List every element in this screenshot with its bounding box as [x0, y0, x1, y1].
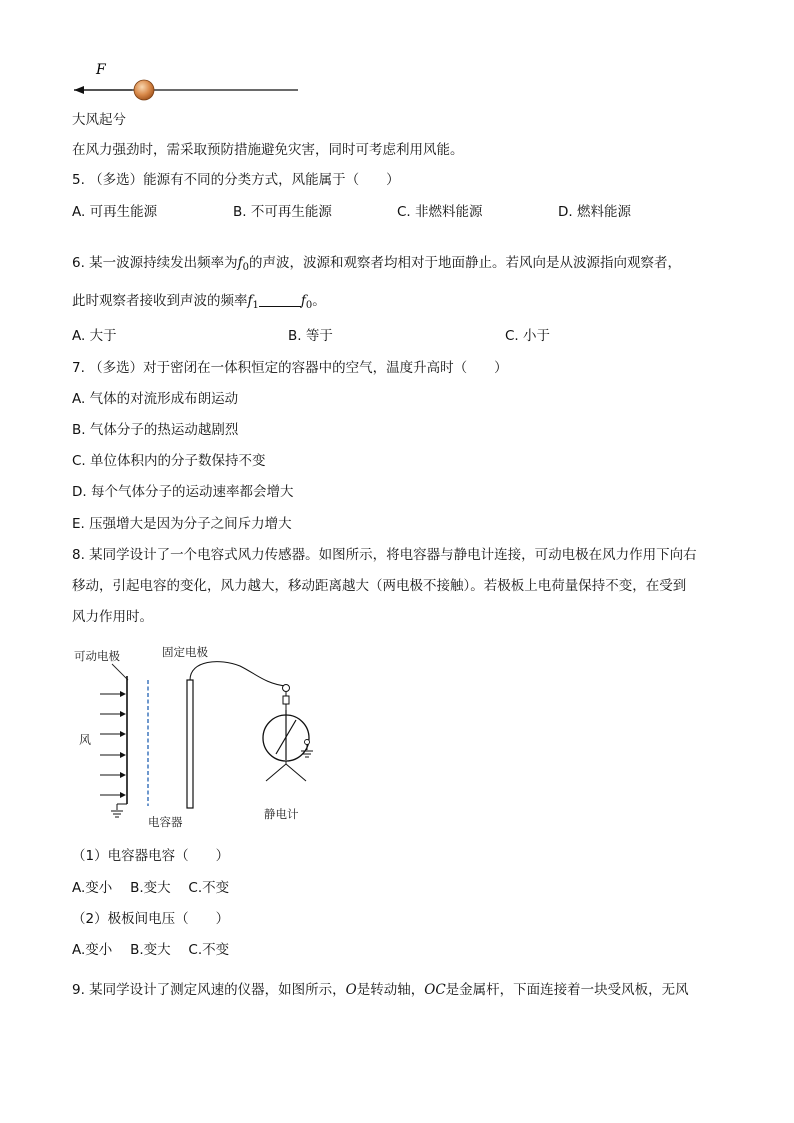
q9-var-oc: OC [424, 982, 446, 998]
fixed-electrode-label: 固定电极 [162, 645, 208, 659]
q7-option-d: D. 每个气体分子的运动速率都会增大 [72, 484, 294, 500]
q6-var-f0-2 [301, 293, 312, 309]
q7-stem: 7. （多选）对于密闭在一体积恒定的容器中的空气，温度升高时（ ） [72, 360, 508, 376]
q7-option-b: B. 气体分子的热运动越剧烈 [72, 422, 239, 438]
q6-line1-a: 6. 某一波源持续发出频率为 [72, 255, 238, 271]
intro-text: 在风力强劲时，需采取预防措施避免灾害，同时可考虑利用风能。 [72, 142, 464, 158]
q8-sub1-stem: （1）电容器电容（ ） [72, 848, 230, 864]
q8-line1: 8. 某同学设计了一个电容式风力传感器。如图所示，将电容器与静电计连接，可动电极在风力作用下向右 [72, 547, 697, 563]
q6-option-a: A. 大于 [72, 328, 117, 344]
force-arrowhead [74, 86, 84, 94]
q5-stem: 5. （多选）能源有不同的分类方式，风能属于（ ） [72, 172, 400, 188]
q5-option-b: B. 不可再生能源 [233, 204, 332, 220]
q7-option-e: E. 压强增大是因为分子之间斥力增大 [72, 516, 292, 532]
q6-line1 [72, 254, 681, 277]
section-title: 大风起兮 [72, 112, 126, 128]
force-ball-figure [70, 58, 310, 106]
q5-option-a: A. 可再生能源 [72, 204, 158, 220]
q6-var-f1-sub: 1 [252, 300, 259, 311]
q8-line2: 移动，引起电容的变化，风力越大，移动距离越大（两电极不接触）。若极板上电荷量保持不变，在受到 [72, 578, 687, 594]
q6-var-f0-2-letter: f [300, 293, 306, 309]
q6-option-c: C. 小于 [505, 328, 551, 344]
q6-var-f0-letter: f [237, 255, 243, 271]
ground-symbol-movable [111, 804, 127, 817]
q9-line1 [72, 981, 689, 999]
q6-option-b: B. 等于 [288, 328, 333, 344]
q6-var-f0 [238, 255, 249, 271]
q7-option-a: A. 气体的对流形成布朗运动 [72, 391, 239, 407]
q8-line3: 风力作用时。 [72, 609, 153, 625]
q6-var-f0-2-sub: 0 [305, 300, 313, 311]
q9-line1-c: 是金属杆，下面连接着一块受风板，无风 [445, 982, 689, 998]
q6-var-f0-sub: 0 [242, 262, 250, 273]
q6-var-f1 [248, 293, 259, 309]
electrometer [263, 685, 313, 782]
q6-line2-end: 。 [312, 293, 326, 309]
q6-var-f1-letter: f [247, 293, 253, 309]
q6-line1-b: 的声波，波源和观察者均相对于地面静止。若风向是从波源指向观察者， [249, 255, 682, 271]
q6-answer-blank [259, 292, 301, 307]
q8-sub1-options: A.变小 B.变大 C.不变 [72, 880, 230, 896]
movable-electrode-label: 可动电极 [74, 649, 120, 663]
q6-line2-a: 此时观察者接收到声波的频率 [72, 293, 248, 309]
q9-line1-a: 9. 某同学设计了测定风速的仪器，如图所示， [72, 982, 346, 998]
q5-option-d: D. 燃料能源 [558, 204, 631, 220]
capacitor-sensor-figure [70, 640, 350, 832]
q8-sub2-stem: （2）极板间电压（ ） [72, 911, 230, 927]
fixed-plate [187, 680, 193, 808]
wind-arrows [100, 691, 126, 798]
q7-option-c: C. 单位体积内的分子数保持不变 [72, 453, 266, 469]
q5-option-c: C. 非燃料能源 [397, 204, 483, 220]
electrometer-label: 静电计 [264, 807, 299, 821]
ball [134, 80, 154, 100]
force-label: F [96, 62, 106, 78]
connecting-wire [190, 662, 286, 686]
wind-label: 风 [79, 733, 92, 747]
q6-line2 [72, 292, 326, 315]
q9-line1-b: 是转动轴， [356, 982, 425, 998]
q8-sub2-options: A.变小 B.变大 C.不变 [72, 942, 230, 958]
movable-leader-line [112, 664, 128, 680]
capacitor-label: 电容器 [148, 815, 183, 829]
q9-var-o: O [345, 982, 357, 998]
